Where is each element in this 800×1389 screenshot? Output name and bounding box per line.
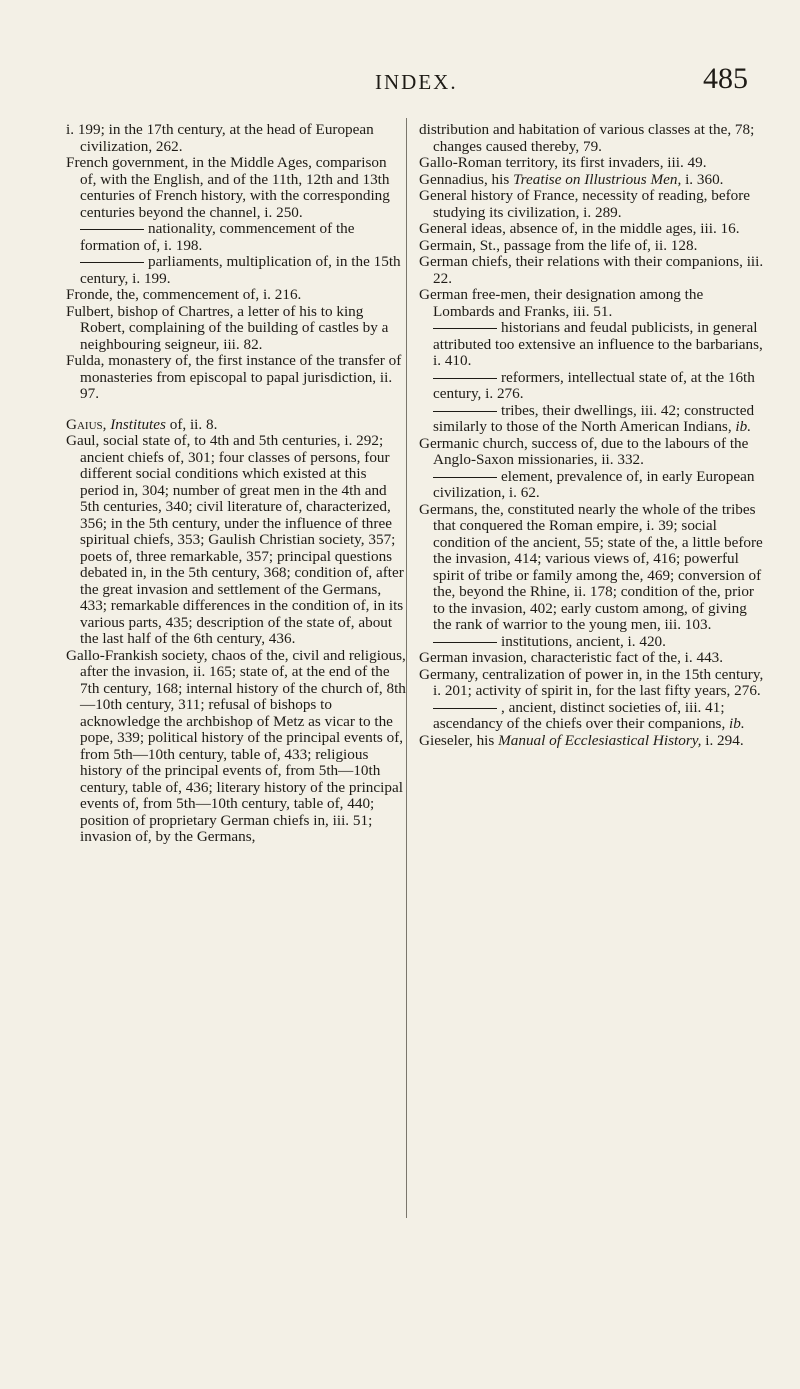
index-entry bbox=[419, 172, 767, 189]
index-entry bbox=[419, 155, 767, 172]
entry-text: institutions, ancient, i. 420. bbox=[501, 632, 666, 650]
entry-text: French government, in the Middle Ages, comparison of, with the English, and of the 11th, 12th and 13th centuries of French history, with the corresponding centuries beyond the channel, i. 250. bbox=[66, 154, 390, 221]
entry-text: reformers, intellectual state of, at the 16th century, i. 276. bbox=[433, 368, 755, 402]
entry-text: Gennadius, his bbox=[419, 170, 510, 188]
index-entry bbox=[419, 667, 767, 700]
index-entry bbox=[419, 238, 767, 255]
index-entry bbox=[419, 634, 767, 651]
index-entry bbox=[419, 436, 767, 469]
entry-text: Germain, St., passage from the life of, ii. 128. bbox=[419, 236, 698, 254]
page-number: 485 bbox=[703, 62, 748, 95]
index-entry bbox=[419, 469, 767, 502]
entry-text: i. 199; in the 17th century, at the head of European civilization, 262. bbox=[66, 121, 374, 155]
repeat-dash bbox=[433, 378, 497, 379]
entry-ibid: ib. bbox=[729, 715, 745, 732]
repeat-dash bbox=[433, 642, 497, 643]
index-entry bbox=[419, 254, 767, 287]
index-entry bbox=[66, 221, 406, 254]
repeat-dash bbox=[80, 262, 144, 263]
index-entry bbox=[66, 304, 406, 354]
entry-heading: Gaius, bbox=[66, 415, 107, 433]
index-entry bbox=[419, 188, 767, 221]
index-entry bbox=[419, 122, 767, 155]
index-entry bbox=[419, 403, 767, 436]
entry-text: German invasion, characteristic fact of the, i. 443. bbox=[419, 649, 724, 666]
repeat-dash bbox=[433, 708, 497, 709]
index-entry bbox=[419, 502, 767, 634]
index-entry bbox=[419, 287, 767, 320]
index-entry bbox=[66, 648, 406, 846]
entry-text: i. 360. bbox=[685, 170, 724, 188]
entry-text: Gieseler, his bbox=[419, 731, 495, 749]
index-entry bbox=[66, 287, 406, 304]
index-entry bbox=[66, 353, 406, 403]
entry-text: Germany, centralization of power in, in the 15th century, i. 201; activity of spirit in, for the last fifty years, 276. bbox=[419, 665, 764, 699]
entry-text: Fulbert, bishop of Chartres, a letter of his to king Robert, complaining of the building of castles by a neighbouring seigneur, iii. 82. bbox=[66, 302, 389, 353]
index-entry bbox=[419, 370, 767, 403]
entry-text: Fronde, the, commencement of, i. 216. bbox=[66, 286, 302, 303]
entry-text: nationality, commencement of the formation of, i. 198. bbox=[80, 220, 355, 254]
entry-text: Gallo-Roman territory, its first invaders, iii. 49. bbox=[419, 154, 707, 171]
entry-text: historians and feudal publicists, in general attributed too extensive an influence to the barbarians, i. 410. bbox=[433, 319, 763, 369]
entry-text: General history of France, necessity of reading, before studying its civilization, i. 289. bbox=[419, 187, 751, 221]
index-column-right bbox=[419, 122, 767, 749]
entry-text: Germanic church, success of, due to the labours of the Anglo-Saxon missionaries, ii. 332. bbox=[419, 434, 749, 468]
entry-title: Institutes bbox=[110, 415, 166, 433]
entry-text: German chiefs, their relations with their companions, iii. 22. bbox=[419, 253, 764, 287]
index-entry bbox=[419, 320, 767, 370]
running-head-title: INDEX. bbox=[375, 70, 458, 94]
index-entry bbox=[419, 650, 767, 667]
entry-text: element, prevalence of, in early European civilization, i. 62. bbox=[433, 467, 755, 501]
repeat-dash bbox=[433, 328, 497, 329]
entry-text: Fulda, monastery of, the first instance of the transfer of monasteries from episcopal to papal jurisdiction, ii. 97. bbox=[66, 352, 402, 402]
entry-text: German free-men, their designation among the Lombards and Franks, iii. 51. bbox=[419, 286, 704, 320]
index-entry bbox=[66, 417, 406, 434]
index-entry bbox=[66, 122, 406, 155]
index-entry bbox=[419, 733, 767, 750]
index-entry bbox=[419, 221, 767, 238]
index-entry bbox=[66, 254, 406, 287]
entry-text: , ancient, distinct societies of, iii. 41; ascendancy of the chiefs over their companions, bbox=[433, 698, 726, 732]
entry-text: of, ii. 8. bbox=[169, 415, 218, 433]
index-entry bbox=[66, 155, 406, 221]
entry-text: parliaments, multiplication of, in the 15th century, i. 199. bbox=[80, 253, 401, 287]
repeat-dash bbox=[433, 477, 497, 478]
entry-title: Manual of Ecclesiastical History, bbox=[498, 731, 702, 749]
index-column-left bbox=[66, 122, 406, 846]
entry-title: Treatise on Illustrious Men, bbox=[513, 170, 682, 188]
index-entry bbox=[66, 433, 406, 648]
entry-text: distribution and habitation of various classes at the, 78; changes caused thereby, 79. bbox=[419, 121, 755, 155]
repeat-dash bbox=[433, 411, 497, 412]
entry-text: Germans, the, constituted nearly the whole of the tribes that conquered the Roman empire, i. 39; social condition of the ancient, 55; state of the, a little before the invasion, 414; various views of, 416; powerful spirit of tribe or family among the, 469; conversion of the, beyond the Rhine, ii. 178; condition of the, prior to the invasion, 402; early custom among, of giving the rank of warrior to the young men, iii. 103. bbox=[419, 500, 763, 633]
entry-text: Gallo-Frankish society, chaos of the, civil and religious, after the invasion, ii. 165; state of, at the end of the 7th century, 168; internal history of the church of, 8th—10th century, 311; refusal of bishops to acknowledge the archbishop of Metz as vicar to the pope, 339; political history of the principal events of, from 5th—10th century, table of, 433; religious history of the principal events of, from 5th—10th century, table of, 436; literary history of the principal events of, from 5th—10th century, table of, 440; position of proprietary German chiefs in, iii. 51; invasion of, by the Germans, bbox=[66, 646, 406, 845]
index-entry bbox=[419, 700, 767, 733]
entry-text: General ideas, absence of, in the middle ages, iii. 16. bbox=[419, 220, 740, 237]
column-divider bbox=[406, 118, 407, 1218]
entry-ibid: ib. bbox=[735, 418, 752, 435]
running-head bbox=[0, 62, 800, 102]
entry-text: Gaul, social state of, to 4th and 5th centuries, i. 292; ancient chiefs of, 301; four classes of persons, four different social conditions which existed at this period in, 304; number of great men in the 4th and 5th centuries, 340; civil literature of, characterized, 356; in the 5th century, under the influence of three spiritual chiefs, 353; Gaulish Christian society, 357; poets of, three remarkable, 357; principal questions debated in, in the 5th century, 368; condition of, after the great invasion and settlement of the Germans, 433; remarkable differences in the condition of, in its various parts, 435; description of the state of, about the last half of the 6th century, 436. bbox=[66, 432, 404, 647]
entry-text: i. 294. bbox=[705, 731, 744, 749]
repeat-dash bbox=[80, 229, 144, 230]
entry-text: tribes, their dwellings, iii. 42; constructed similarly to those of the North American Indians, bbox=[433, 401, 755, 435]
